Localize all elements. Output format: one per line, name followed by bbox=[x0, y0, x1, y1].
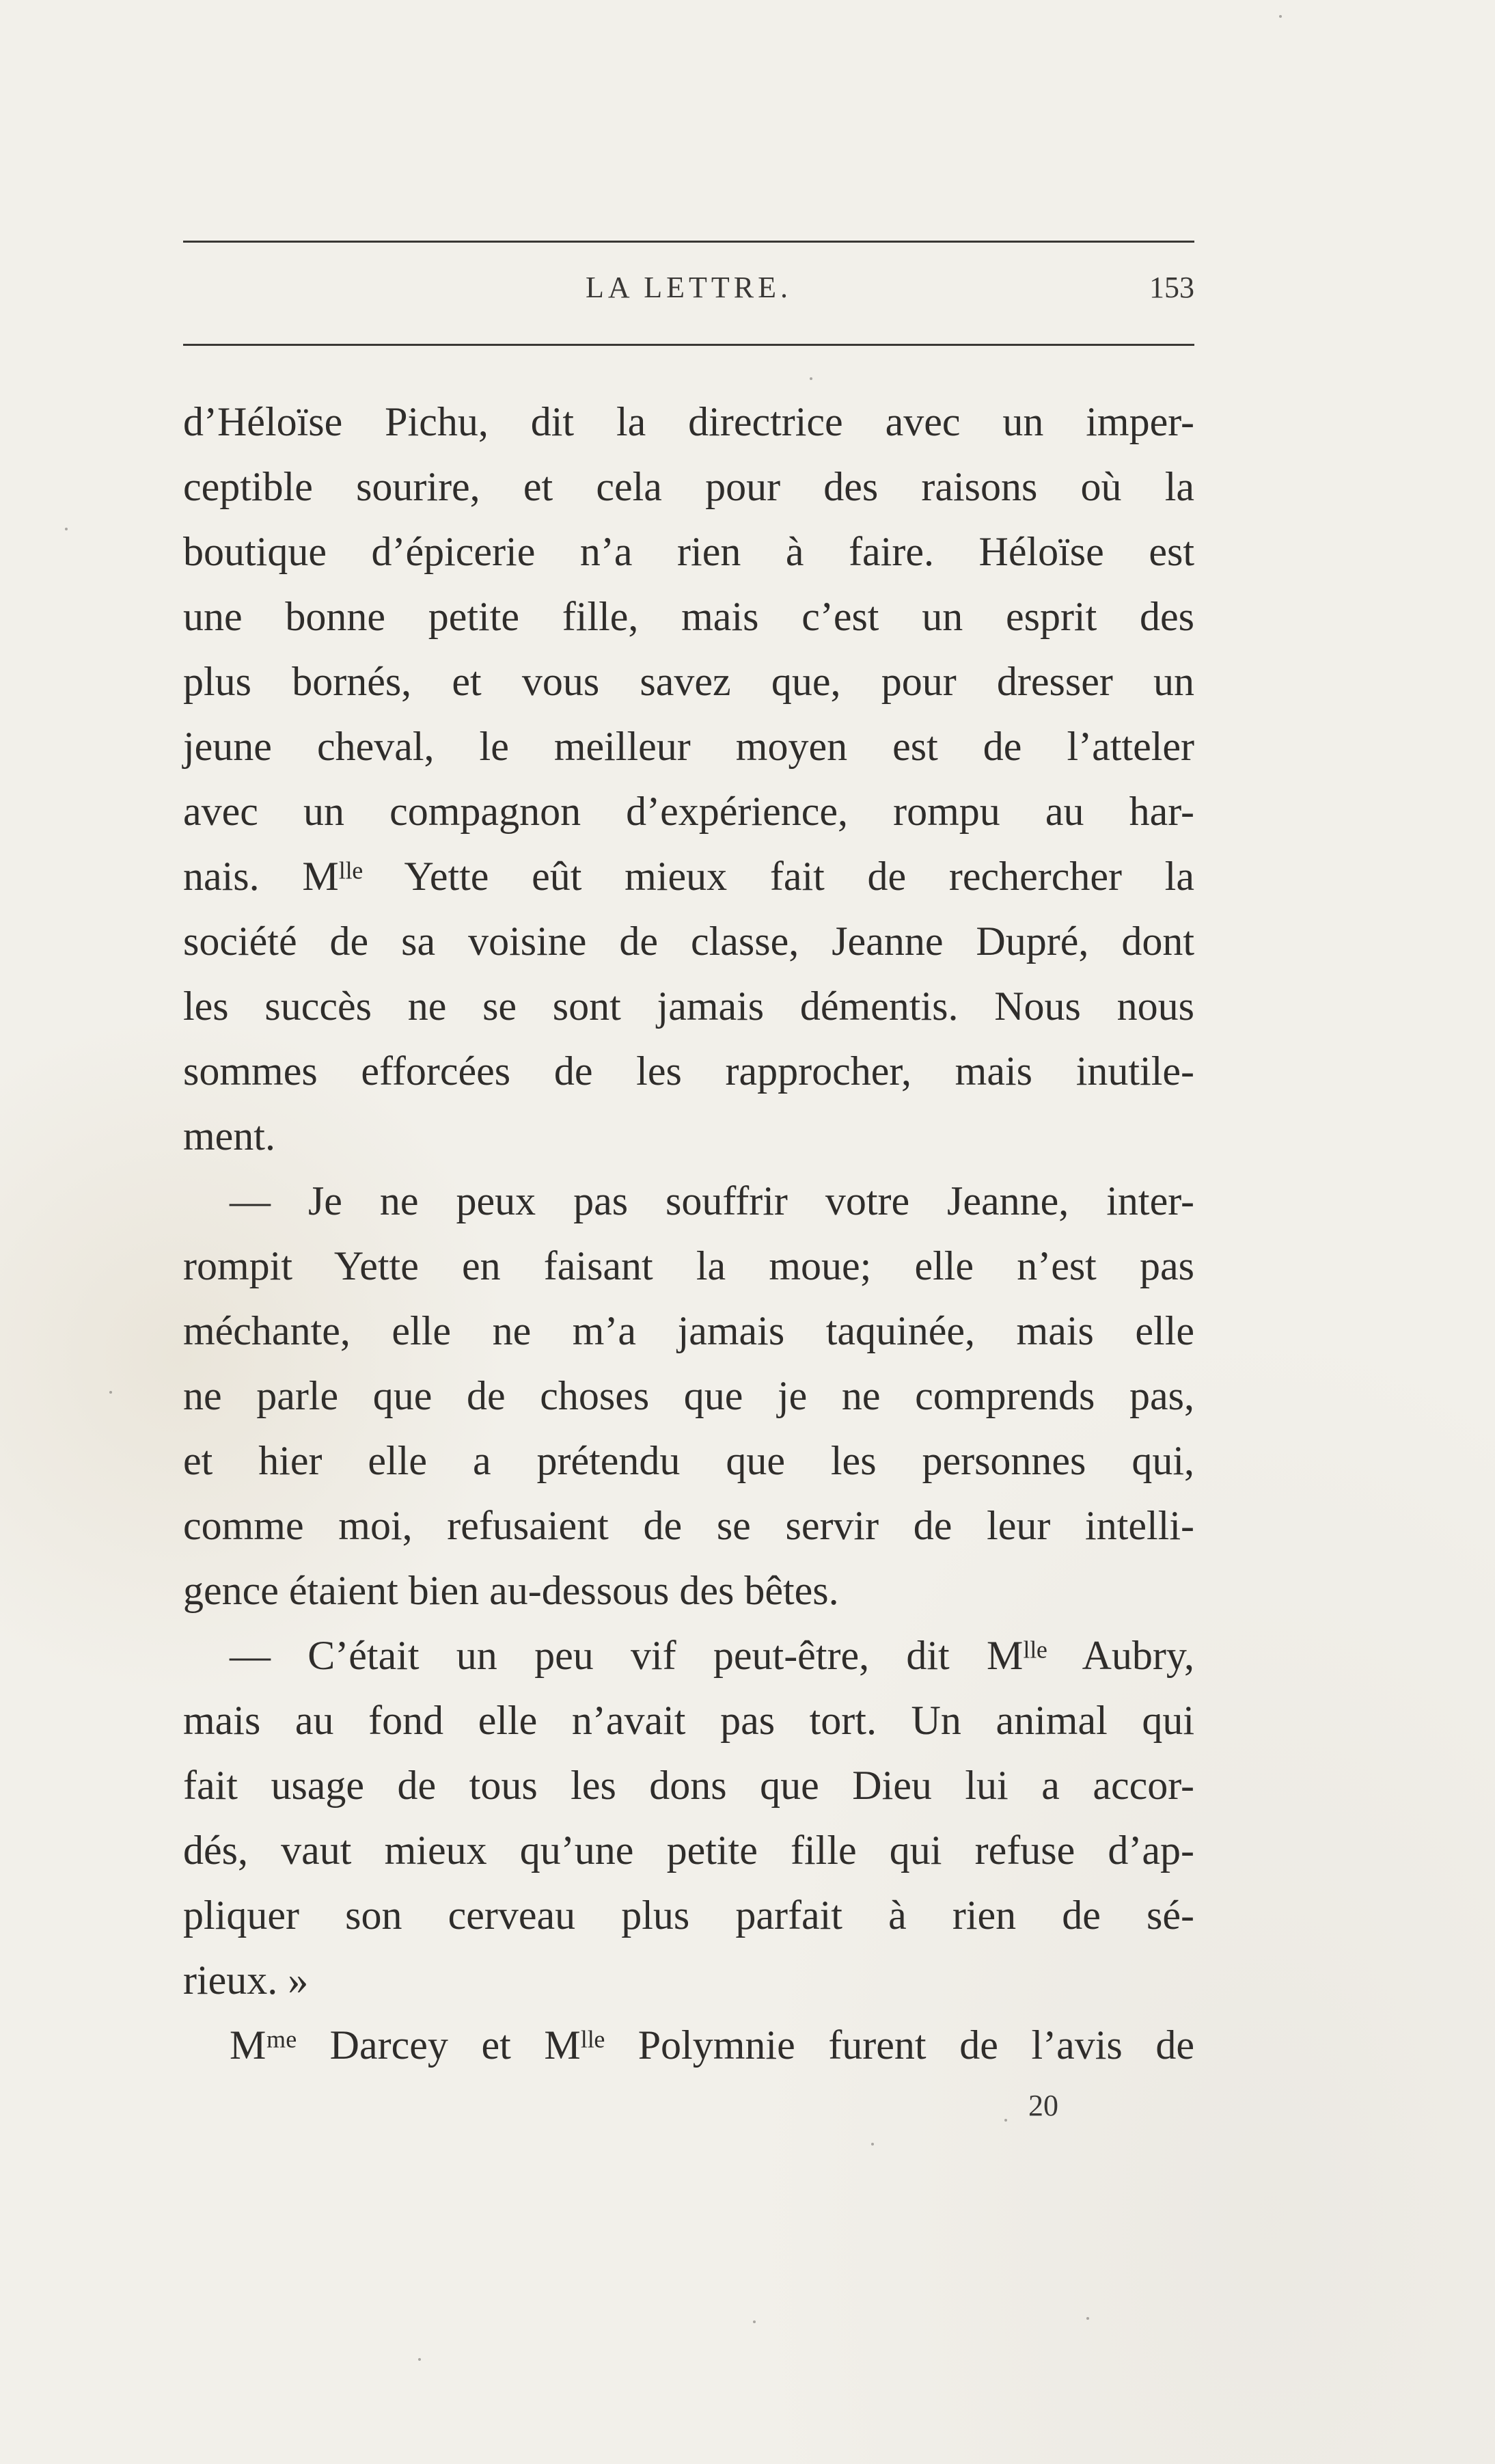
paper-speck bbox=[753, 2320, 756, 2323]
text-line: pliquer son cerveau plus parfait à rien de sé- bbox=[183, 1893, 1194, 1938]
header-rule-bottom bbox=[183, 344, 1194, 346]
text-line: rieux. » bbox=[183, 1958, 309, 2003]
text-line: boutique d’épicerie n’a rien à faire. Héloïse est bbox=[183, 529, 1194, 574]
text-line: mais au fond elle n’avait pas tort. Un animal qui bbox=[183, 1698, 1194, 1743]
text-line: comme moi, refusaient de se servir de leur intelli- bbox=[183, 1503, 1194, 1548]
paper-speck bbox=[1279, 15, 1282, 18]
paper-speck bbox=[1004, 2119, 1007, 2122]
text-line: une bonne petite fille, mais c’est un esprit des bbox=[183, 594, 1194, 639]
text-line: sommes efforcées de les rapprocher, mais inutile- bbox=[183, 1048, 1194, 1094]
paper-speck bbox=[65, 528, 68, 530]
text-line: ment. bbox=[183, 1113, 275, 1159]
signature-mark: 20 bbox=[1028, 2089, 1058, 2122]
text-line: d’Héloïse Pichu, dit la directrice avec un imper- bbox=[183, 399, 1194, 444]
page-header bbox=[183, 270, 1194, 325]
text-line: ne parle que de choses que je ne comprends pas, bbox=[183, 1373, 1194, 1418]
page-number: 153 bbox=[1149, 271, 1194, 304]
paper-speck bbox=[1086, 2317, 1089, 2320]
text-line: plus bornés, et vous savez que, pour dresser un bbox=[183, 659, 1194, 704]
text-line: gence étaient bien au-dessous des bêtes. bbox=[183, 1568, 839, 1613]
text-line: rompit Yette en faisant la moue; elle n’est pas bbox=[183, 1243, 1194, 1288]
text-line: fait usage de tous les dons que Dieu lui a accor- bbox=[183, 1763, 1194, 1808]
text-line: — Je ne peux pas souffrir votre Jeanne, inter- bbox=[230, 1178, 1194, 1223]
body-text bbox=[183, 390, 1194, 2078]
text-line: société de sa voisine de classe, Jeanne Dupré, dont bbox=[183, 919, 1194, 964]
paper-speck bbox=[871, 2143, 874, 2145]
paper-speck bbox=[810, 377, 812, 380]
text-line: et hier elle a prétendu que les personnes qui, bbox=[183, 1438, 1194, 1483]
text-line: dés, vaut mieux qu’une petite fille qui refuse d’ap- bbox=[183, 1828, 1194, 1873]
running-head: LA LETTRE. bbox=[586, 271, 792, 304]
text-line: — C’était un peu vif peut-être, dit Mˡˡᵉ Aubry, bbox=[230, 1633, 1194, 1678]
text-line: avec un compagnon d’expérience, rompu au har- bbox=[183, 789, 1194, 834]
text-line: les succès ne se sont jamais démentis. Nous nous bbox=[183, 984, 1194, 1029]
paper-speck bbox=[109, 1391, 112, 1394]
text-line: ceptible sourire, et cela pour des raisons où la bbox=[183, 464, 1194, 509]
text-line: jeune cheval, le meilleur moyen est de l’atteler bbox=[183, 724, 1194, 769]
text-line: méchante, elle ne m’a jamais taquinée, mais elle bbox=[183, 1308, 1194, 1353]
header-rule-top bbox=[183, 241, 1194, 243]
text-line: Mᵐᵉ Darcey et Mˡˡᵉ Polymnie furent de l’avis de bbox=[230, 2022, 1194, 2068]
text-line: nais. Mˡˡᵉ Yette eût mieux fait de rechercher la bbox=[183, 854, 1194, 899]
paper-speck bbox=[418, 2358, 421, 2361]
